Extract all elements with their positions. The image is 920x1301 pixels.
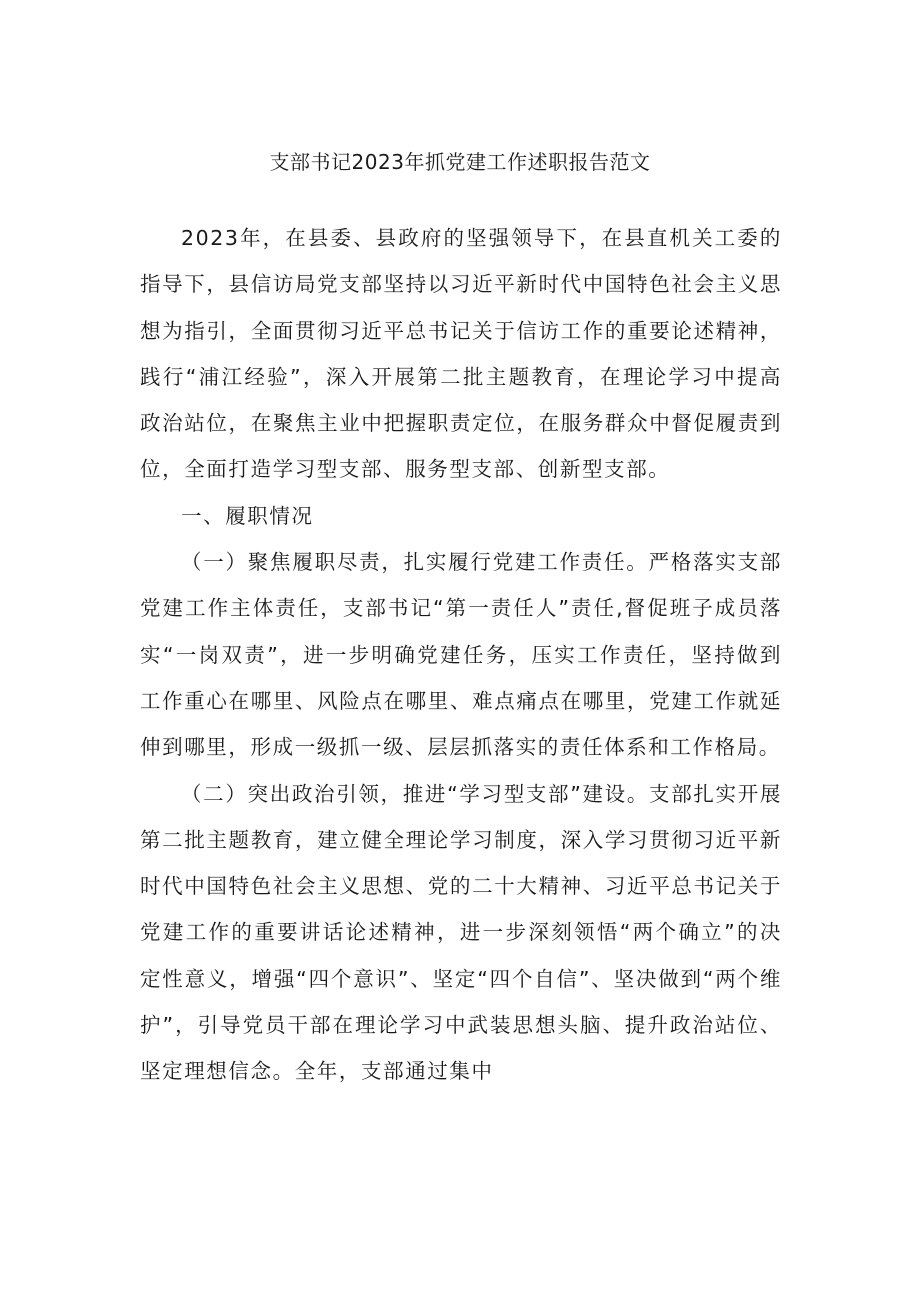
document-title: 支部书记2023年抓党建工作述职报告范文	[269, 150, 651, 174]
document-body	[140, 215, 782, 1095]
section-paragraph-1: （一）聚焦履职尽责，扎实履行党建工作责任。严格落实支部党建工作主体责任，支部书记“第一责任人”责任,督促班子成员落实“一岗双责”，进一步明确党建任务，压实工作责任，坚持做到工作重心在哪里、风险点在哪里、难点痛点在哪里，党建工作就延伸到哪里，形成一级抓一级、层层抓落实的责任体系和工作格局。	[140, 550, 782, 760]
section-paragraph-2: （二）突出政治引领，推进“学习型支部”建设。支部扎实开展第二批主题教育，建立健全理论学习制度，深入学习贯彻习近平新时代中国特色社会主义思想、党的二十大精神、习近平总书记关于党建工作的重要讲话论述精神，进一步深刻领悟“两个确立”的决定性意义，增强“四个意识”、坚定“四个自信”、坚决做到“两个维护”，引导党员干部在理论学习中武装思想头脑、提升政治站位、坚定理想信念。全年，支部通过集中	[140, 781, 782, 1084]
section-heading: 一、履职情况	[181, 503, 314, 528]
intro-paragraph: 2023年，在县委、县政府的坚强领导下，在县直机关工委的指导下，县信访局党支部坚持以习近平新时代中国特色社会主义思想为指引，全面贯彻习近平总书记关于信访工作的重要论述精神，践行“浦江经验”，深入开展第二批主题教育，在理论学习中提高政治站位，在聚焦主业中把握职责定位，在服务群众中督促履责到位，全面打造学习型支部、服务型支部、创新型支部。	[140, 226, 782, 482]
